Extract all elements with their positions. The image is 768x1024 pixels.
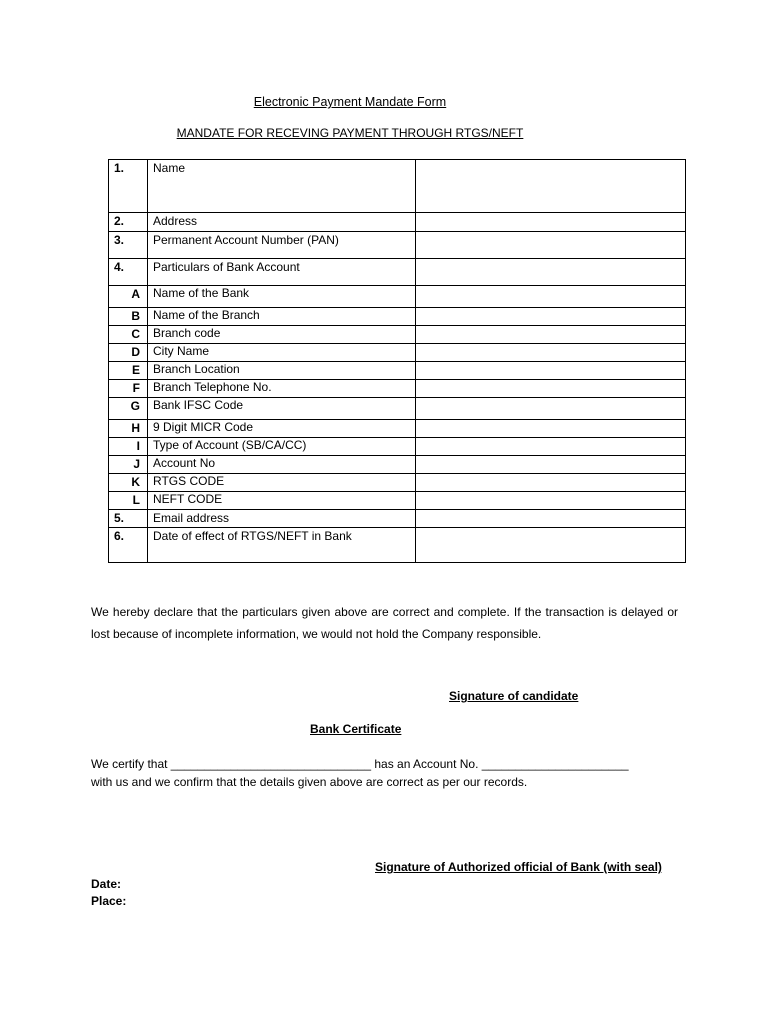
row-value-field[interactable] — [416, 492, 686, 510]
row-label: Branch Location — [148, 362, 416, 380]
table-row — [109, 326, 686, 344]
row-number: A — [109, 286, 148, 308]
table-row — [109, 362, 686, 380]
row-label: Bank IFSC Code — [148, 398, 416, 420]
table-row — [109, 438, 686, 456]
table-row — [109, 160, 686, 213]
bank-certificate-heading: Bank Certificate — [310, 722, 402, 736]
table-row — [109, 232, 686, 259]
row-number: 4. — [109, 259, 148, 286]
row-number: 3. — [109, 232, 148, 259]
date-label: Date: — [91, 877, 122, 891]
signature-candidate-label: Signature of candidate — [449, 689, 579, 703]
form-title: Electronic Payment Mandate Form — [253, 95, 447, 109]
row-value-field[interactable] — [416, 528, 686, 563]
table-row — [109, 380, 686, 398]
row-label: Date of effect of RTGS/NEFT in Bank — [148, 528, 416, 563]
row-value-field[interactable] — [416, 398, 686, 420]
row-value-field[interactable] — [416, 362, 686, 380]
row-number: K — [109, 474, 148, 492]
row-value-field[interactable] — [416, 474, 686, 492]
row-number: G — [109, 398, 148, 420]
row-value-field[interactable] — [416, 160, 686, 213]
row-label: Account No — [148, 456, 416, 474]
table-row — [109, 474, 686, 492]
row-value-field[interactable] — [416, 308, 686, 326]
row-value-field[interactable] — [416, 232, 686, 259]
row-label: Branch code — [148, 326, 416, 344]
row-number: C — [109, 326, 148, 344]
certify-line-2: with us and we confirm that the details given above are correct as per our records. — [91, 775, 528, 789]
row-number: B — [109, 308, 148, 326]
row-label: Branch Telephone No. — [148, 380, 416, 398]
place-label: Place: — [91, 894, 127, 908]
row-value-field[interactable] — [416, 326, 686, 344]
table-row — [109, 344, 686, 362]
row-label: Name of the Bank — [148, 286, 416, 308]
row-label: RTGS CODE — [148, 474, 416, 492]
table-row — [109, 398, 686, 420]
table-row — [109, 308, 686, 326]
table-row — [109, 286, 686, 308]
row-value-field[interactable] — [416, 344, 686, 362]
table-row — [109, 420, 686, 438]
row-value-field[interactable] — [416, 380, 686, 398]
certify-text — [91, 755, 691, 791]
row-value-field[interactable] — [416, 438, 686, 456]
row-number: E — [109, 362, 148, 380]
row-number: 5. — [109, 510, 148, 528]
row-number: L — [109, 492, 148, 510]
form-subtitle: MANDATE FOR RECEVING PAYMENT THROUGH RTGS/NEFT — [176, 126, 524, 140]
row-number: D — [109, 344, 148, 362]
row-label: Permanent Account Number (PAN) — [148, 232, 416, 259]
particulars-table — [108, 159, 686, 563]
table-row — [109, 492, 686, 510]
table-row — [109, 259, 686, 286]
row-value-field[interactable] — [416, 213, 686, 232]
row-number: F — [109, 380, 148, 398]
row-value-field[interactable] — [416, 286, 686, 308]
declaration-text: We hereby declare that the particulars given above are correct and complete. If the transaction is delayed or lost because of incomplete information, we would not hold the Company responsible. — [91, 605, 678, 641]
row-label: Address — [148, 213, 416, 232]
row-value-field[interactable] — [416, 510, 686, 528]
table-row — [109, 213, 686, 232]
row-value-field[interactable] — [416, 259, 686, 286]
table-row — [109, 528, 686, 563]
row-label: 9 Digit MICR Code — [148, 420, 416, 438]
row-number: 2. — [109, 213, 148, 232]
row-number: 1. — [109, 160, 148, 213]
row-label: NEFT CODE — [148, 492, 416, 510]
row-value-field[interactable] — [416, 420, 686, 438]
row-label: Email address — [148, 510, 416, 528]
row-value-field[interactable] — [416, 456, 686, 474]
row-number: H — [109, 420, 148, 438]
row-number: 6. — [109, 528, 148, 563]
row-label: Type of Account (SB/CA/CC) — [148, 438, 416, 456]
row-label: Name of the Branch — [148, 308, 416, 326]
signature-bank-label: Signature of Authorized official of Bank (with seal) — [375, 860, 662, 874]
row-label: Particulars of Bank Account — [148, 259, 416, 286]
row-number: I — [109, 438, 148, 456]
table-row — [109, 456, 686, 474]
row-number: J — [109, 456, 148, 474]
table-row — [109, 510, 686, 528]
row-label: Name — [148, 160, 416, 213]
certify-line-1: We certify that ______________________________ has an Account No. ______________________ — [91, 757, 629, 771]
row-label: City Name — [148, 344, 416, 362]
